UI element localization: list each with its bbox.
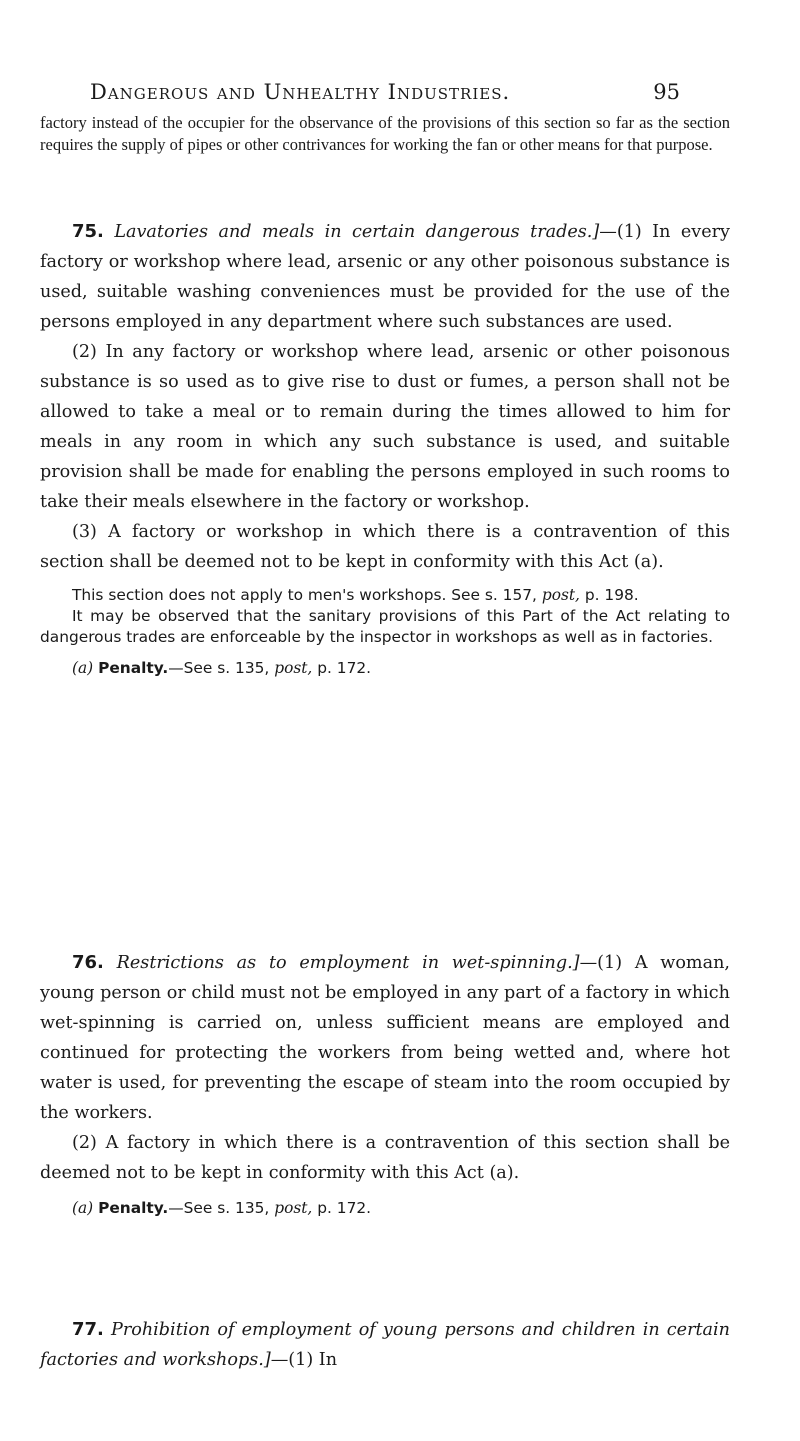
section-75-note-1 (40, 585, 730, 606)
running-title: Dangerous and Unhealthy Industries. (90, 80, 511, 104)
footnote-marker: (a) (72, 1199, 94, 1217)
section-75-subsection-2: (2) In any factory or workshop where lead, arsenic or other poisonous substance is so used as to give rise to dust or fumes, a person shall not be allowed to take a meal or to remain during the times allowed to him for meals in any room in which any such substance is used, and suitable provision shall be made for enabling the persons employed in such rooms to take their meals elsewhere in the factory or workshop. (40, 342, 730, 512)
footnote-text-b: p. 172. (317, 1199, 372, 1217)
section-77-lead: —(1) In (270, 1350, 338, 1370)
section-77-number: 77. (72, 1319, 104, 1340)
section-75-title: Lavatories and meals in certain dangerous trades.] (114, 222, 600, 242)
footnote-text-a: —See s. 135, (168, 659, 270, 677)
footnote-label: Penalty. (98, 1199, 169, 1217)
section-75-footnote (40, 658, 730, 679)
section-76-subsection-2: (2) A factory in which there is a contravention of this section shall be deemed not to be kept in conformity with this Act (a). (40, 1133, 730, 1183)
section-77-title: Prohibition of employment of young persons and children in certain factories and workshops.] (40, 1320, 731, 1370)
section-75-subsection-3: (3) A factory or workshop in which there is a contravention of this section shall be deemed not to be kept in conformity with this Act (a). (40, 522, 730, 572)
section-76-number: 76. (72, 952, 104, 973)
section-76-footnote (40, 1198, 730, 1219)
page-number: 95 (653, 80, 680, 104)
footnote-post: post, (274, 1199, 313, 1217)
section-75-note-2: It may be observed that the sanitary provisions of this Part of the Act relating to dangerous trades are enforceable by the inspector in workshops as well as in factories. (40, 607, 730, 646)
section-75-number: 75. (72, 221, 104, 242)
section-76 (40, 948, 730, 1219)
note-1-text-b: p. 198. (584, 586, 639, 604)
section-77 (40, 1315, 730, 1375)
section-76-title: Restrictions as to employment in wet-spinning.] (116, 953, 580, 973)
section-75-heading: 75. Lavatories and meals in certain dangerous trades.]—(1) In every factory or workshop where lead, arsenic or any other poisonous substance is used, suitable washing conveniences must be provided for the use of the persons employed in any department where such substances are used. (40, 221, 730, 332)
section-77-heading (40, 1315, 730, 1375)
note-1-text-a: This section does not apply to men's workshops. See s. 157, (72, 586, 537, 604)
section-75 (40, 217, 730, 679)
running-head (90, 80, 680, 104)
section-76-subsection-1: (1) A woman, young person or child must not be employed in any part of a factory in which wet-spinning is carried on, unless sufficient means are employed and continued for protecting the workers from being wetted and, where hot water is used, for preventing the escape of steam into the room occupied by the workers. (40, 953, 731, 1123)
footnote-label: Penalty. (98, 659, 169, 677)
footnote-text-a: —See s. 135, (168, 1199, 270, 1217)
carryover-paragraph (40, 112, 730, 155)
section-75-subsection-1: (1) In every factory or workshop where lead, arsenic or any other poisonous substance is used, suitable washing conveniences must be provided for the use of the persons employed in any department where such substances are used. (40, 222, 730, 332)
note-1-post: post, (541, 586, 580, 604)
carryover-text: factory instead of the occupier for the observance of the provisions of this section so far as the section requires the supply of pipes or other contrivances for working the fan or other means for that purpose. (40, 113, 730, 154)
section-76-heading: 76. Restrictions as to employment in wet-spinning.]—(1) A woman, young person or child must not be employed in any part of a factory in which wet-spinning is carried on, unless sufficient means are employed and continued for protecting the workers from being wetted and, where hot water is used, for preventing the escape of steam into the room occupied by the workers. (40, 952, 731, 1123)
footnote-marker: (a) (72, 659, 94, 677)
footnote-text-b: p. 172. (317, 659, 372, 677)
footnote-post: post, (274, 659, 313, 677)
